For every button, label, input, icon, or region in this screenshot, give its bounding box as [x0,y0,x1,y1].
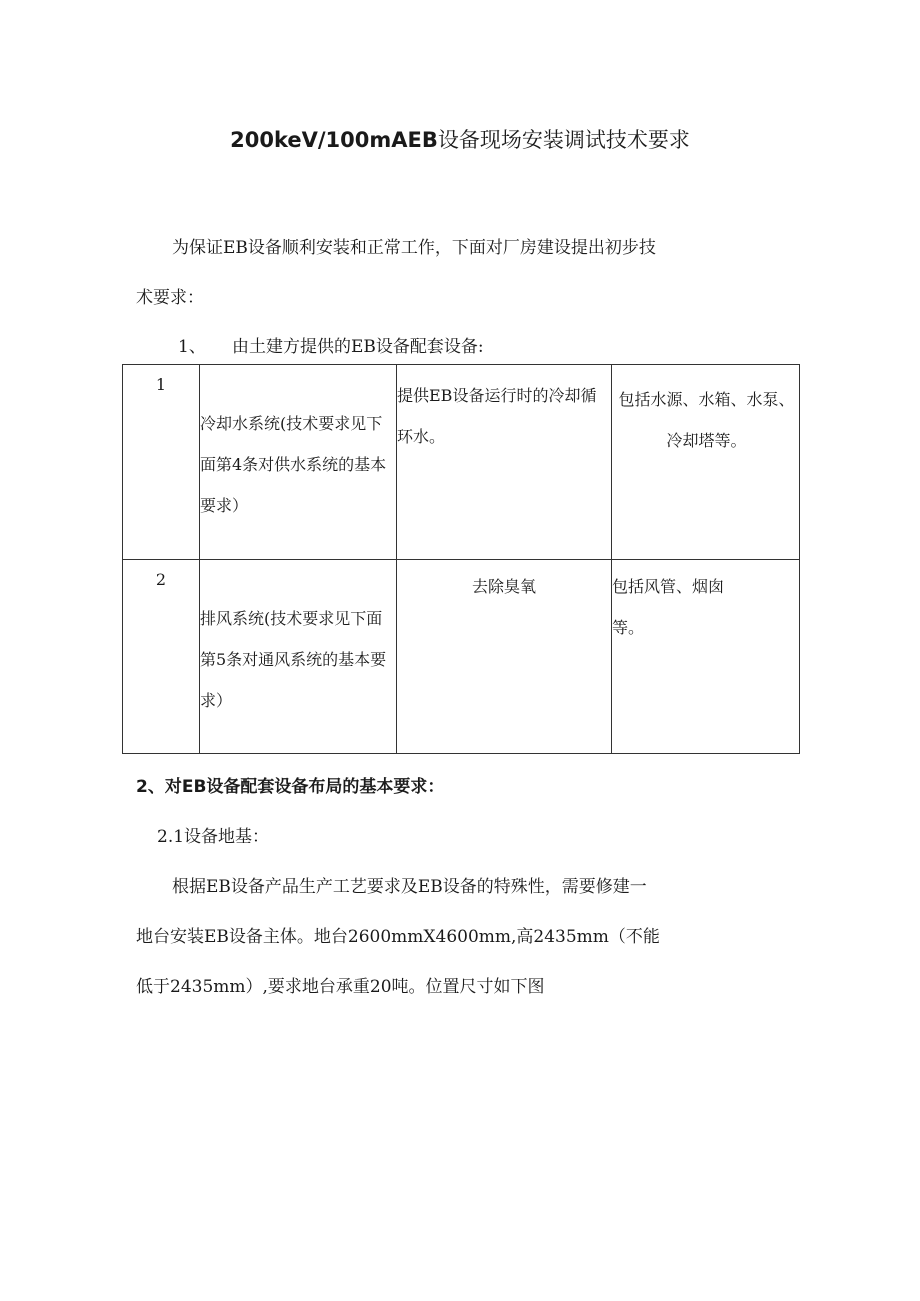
foundation-para-line-2: 地台安装EB设备主体。地台2600mmX4600mm,高2435mm（不能 [136,927,660,947]
row-purpose: 去除臭氧 [397,560,612,754]
equipment-table [122,364,800,754]
foundation-para-line-3: 低于2435mm）,要求地台承重20吨。位置尺寸如下图 [136,977,545,997]
foundation-para-line-1: 根据EB设备产品生产工艺要求及EB设备的特殊性，需要修建一 [172,877,647,897]
section-1-heading: 由土建方提供的EB设备配套设备: [232,337,484,357]
row-includes: 包括水源、水箱、水泵、冷却塔等。 [612,365,800,560]
table-row [123,560,800,754]
row-includes: 包括风管、烟囱等。 [612,560,800,754]
row-system-name: 冷却水系统(技术要求见下面第4条对供水系统的基本要求） [200,365,397,560]
section-1-number: 1、 [178,337,206,357]
intro-line-1: 为保证EB设备顺利安装和正常工作，下面对厂房建设提出初步技 [172,238,656,258]
document-title [0,124,920,154]
title-model: 200keV/100mAEB [230,128,438,152]
row-number: 1 [123,365,200,560]
intro-line-2: 术要求： [136,288,204,308]
table-row [123,365,800,560]
row-number: 2 [123,560,200,754]
row-system-name: 排风系统(技术要求见下面第5条对通风系统的基本要求） [200,560,397,754]
title-text: 设备现场安装调试技术要求 [437,128,690,152]
section-2-1-heading: 2.1设备地基： [157,827,270,847]
section-2-heading: 2、对EB设备配套设备布局的基本要求： [136,777,445,797]
row-purpose: 提供EB设备运行时的冷却循环水。 [397,365,612,560]
